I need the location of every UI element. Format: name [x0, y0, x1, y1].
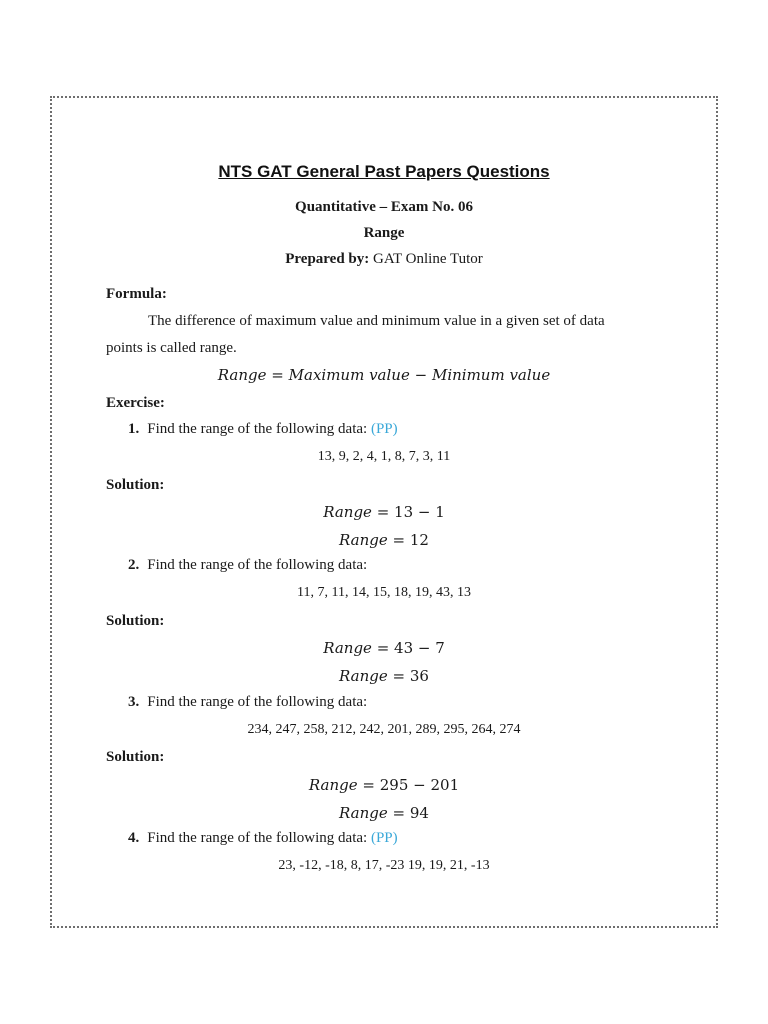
formula-text-line-1: The difference of maximum value and minimum value in a given set of data [148, 313, 605, 329]
topic-title: Range [363, 225, 405, 241]
question-text: Find the range of the following data: [147, 830, 368, 846]
question-number: 2. [128, 557, 140, 573]
solution-1-step-1 [0, 503, 768, 521]
question-number: 1. [128, 421, 140, 437]
solution-lhs: Range [339, 531, 388, 549]
question-4-data: 23, -12, -18, 8, 17, -23 19, 19, 21, -13 [278, 858, 490, 873]
solution-lhs: Range [323, 639, 372, 657]
question-1-data: 13, 9, 2, 4, 1, 8, 7, 3, 11 [317, 449, 451, 464]
solution-lhs: Range [308, 776, 358, 794]
prepared-by-line [0, 251, 768, 268]
solution-2-heading: Solution: [106, 613, 165, 629]
solution-2-step-1 [0, 639, 768, 657]
past-paper-tag: (PP) [370, 421, 398, 437]
past-paper-tag: (PP) [370, 830, 398, 846]
exercise-heading: Exercise: [106, 395, 165, 411]
question-3-data: 234, 247, 258, 212, 242, 201, 289, 295, 264, 274 [247, 722, 521, 737]
question-1 [128, 421, 398, 438]
question-2-data: 11, 7, 11, 14, 15, 18, 19, 43, 13 [297, 585, 471, 600]
solution-rhs: = 12 [392, 531, 429, 549]
document-title: NTS GAT General Past Papers Questions [218, 162, 550, 181]
question-3 [128, 694, 367, 711]
solution-3-step-1 [0, 776, 768, 794]
solution-1-heading: Solution: [106, 477, 165, 493]
solution-rhs: = 36 [392, 667, 429, 685]
solution-lhs: Range [339, 667, 388, 685]
prepared-by-label: Prepared by: [285, 251, 370, 267]
formula-text-line-2: points is called range. [106, 340, 237, 356]
question-text: Find the range of the following data: [147, 694, 368, 710]
question-text: Find the range of the following data: [147, 421, 368, 437]
question-number: 4. [128, 830, 140, 846]
solution-rhs: = 94 [392, 804, 429, 822]
solution-lhs: Range [323, 503, 372, 521]
formula-term-max: Maximum value [288, 366, 410, 384]
solution-3-heading: Solution: [106, 749, 165, 765]
solution-2-step-2 [0, 667, 768, 685]
solution-3-step-2 [0, 804, 768, 822]
solution-rhs: = 13 − 1 [376, 503, 445, 521]
prepared-by-name: GAT Online Tutor [373, 251, 483, 267]
formula-heading: Formula: [106, 286, 167, 302]
solution-1-step-2 [0, 531, 768, 549]
question-2 [128, 557, 367, 574]
solution-lhs: Range [339, 804, 388, 822]
solution-rhs: = 295 − 201 [362, 776, 460, 794]
range-formula [0, 366, 768, 384]
formula-lhs: Range [217, 366, 267, 384]
question-4 [128, 830, 398, 847]
formula-minus: − [414, 366, 428, 384]
formula-equals: = [271, 366, 284, 384]
question-number: 3. [128, 694, 140, 710]
question-text: Find the range of the following data: [147, 557, 368, 573]
solution-rhs: = 43 − 7 [376, 639, 445, 657]
exam-subtitle: Quantitative – Exam No. 06 [295, 199, 473, 215]
formula-term-min: Minimum value [431, 366, 551, 384]
